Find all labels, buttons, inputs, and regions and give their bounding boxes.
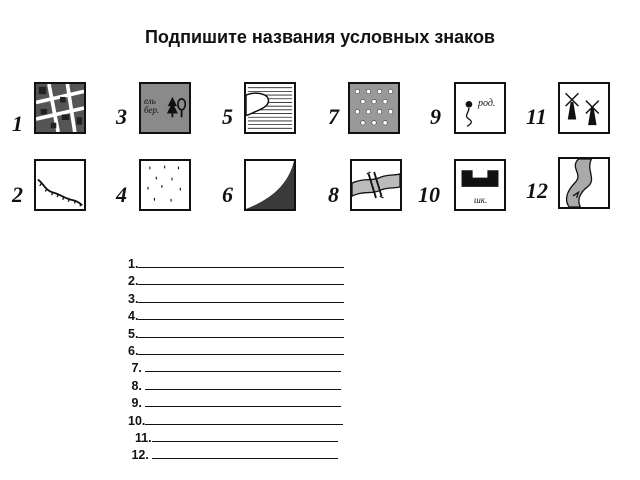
- symbol-number-9: 9: [430, 104, 441, 129]
- answer-number: 12.: [128, 448, 153, 463]
- orchard-dots-icon: [348, 82, 400, 134]
- school-label: шк.: [474, 195, 488, 205]
- symbol-number-10: 10: [418, 182, 440, 207]
- answer-line-6[interactable]: [128, 343, 358, 360]
- symbol-number-1: 1: [12, 111, 23, 136]
- symbol-number-11: 11: [526, 104, 547, 129]
- cliff-line-icon: [34, 159, 86, 211]
- answer-number: 9.: [128, 396, 146, 411]
- answer-number: 5.: [128, 326, 139, 341]
- sparse-trees-icon: [139, 159, 191, 211]
- answer-line-7[interactable]: [128, 360, 358, 377]
- windmill-icon: [558, 82, 610, 134]
- swamp-lake-icon: [244, 82, 296, 134]
- answer-list: [128, 256, 358, 465]
- symbol-number-7: 7: [328, 104, 339, 129]
- spruce-birch-forest-icon: [139, 82, 191, 134]
- symbol-number-8: 8: [328, 182, 339, 207]
- answer-line-8[interactable]: [128, 378, 358, 395]
- symbol-number-5: 5: [222, 104, 233, 129]
- settlement-map-icon: [34, 82, 86, 134]
- answer-number: 3.: [128, 291, 139, 306]
- answer-line-10[interactable]: [128, 413, 358, 430]
- answer-line-12[interactable]: [128, 447, 358, 464]
- river-icon: [558, 157, 610, 209]
- symbol-number-3: 3: [116, 104, 127, 129]
- page-title: Подпишите названия условных знаков: [144, 27, 496, 47]
- bridge-over-river-icon: [350, 159, 402, 211]
- symbol-number-6: 6: [222, 182, 233, 207]
- answer-line-4[interactable]: [128, 308, 358, 325]
- school-icon: [454, 159, 506, 211]
- answer-line-5[interactable]: [128, 326, 358, 343]
- answer-line-11[interactable]: [128, 430, 358, 447]
- symbol-number-12: 12: [526, 178, 548, 203]
- spring-label: род.: [478, 98, 496, 109]
- answer-number: 4.: [128, 309, 139, 324]
- answer-number: 2.: [128, 274, 139, 289]
- answer-line-9[interactable]: [128, 395, 358, 412]
- symbol-number-4: 4: [116, 182, 127, 207]
- answer-number: 8.: [128, 378, 146, 393]
- answer-number: 1.: [128, 257, 139, 271]
- answer-line-2[interactable]: [128, 273, 358, 290]
- slope-shading-icon: [244, 159, 296, 211]
- answer-line-1[interactable]: [128, 256, 358, 273]
- answer-number: 10.: [128, 413, 146, 428]
- symbol-number-2: 2: [12, 182, 23, 207]
- forest-label: ель бер.: [144, 96, 160, 115]
- answer-line-3[interactable]: [128, 291, 358, 308]
- answer-number: 6.: [128, 343, 139, 358]
- answer-number: 7.: [128, 361, 146, 376]
- spring-icon: [454, 82, 506, 134]
- answer-number: 11.: [128, 430, 152, 445]
